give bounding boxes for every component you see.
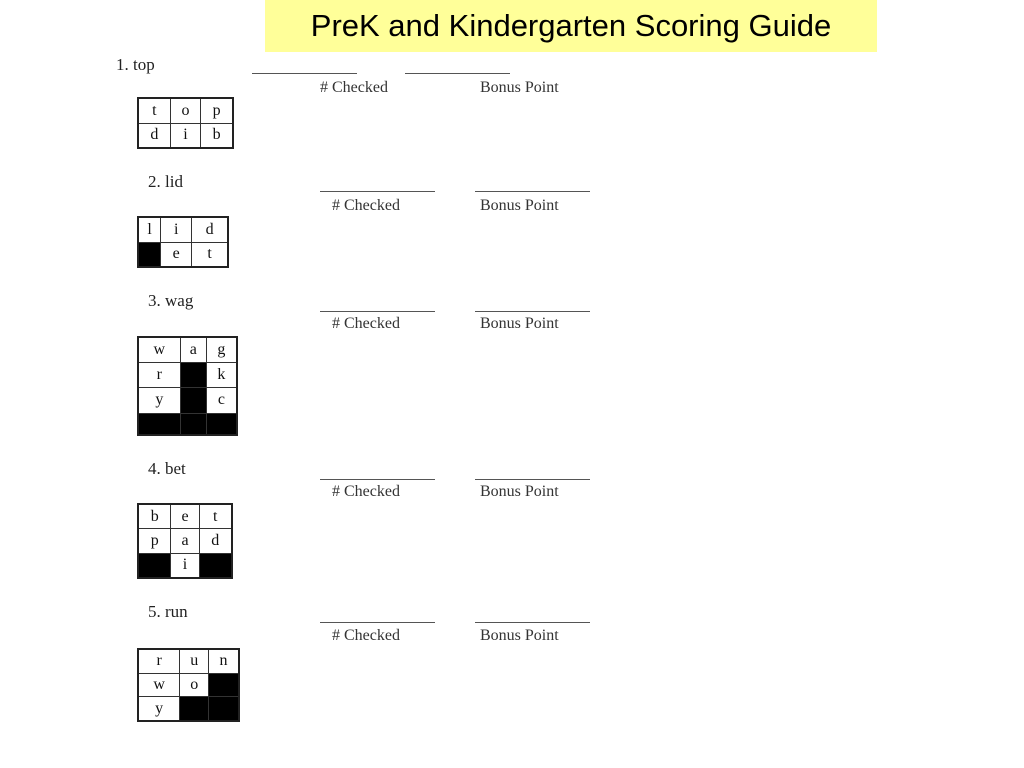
bonus-caption: Bonus Point (480, 627, 559, 644)
grid-cell: d (192, 217, 228, 242)
grid-cell: g (206, 337, 237, 363)
grid-cell: o (180, 673, 209, 697)
blacked-out-cell (180, 388, 206, 413)
bonus-line (405, 73, 510, 74)
grid-cell: p (138, 529, 171, 553)
grid-cell: t (138, 98, 170, 123)
bonus-caption: Bonus Point (480, 79, 559, 96)
grid-cell: i (171, 553, 199, 578)
blacked-out-cell (206, 413, 237, 435)
grid-cell: c (206, 388, 237, 413)
checked-caption: # Checked (332, 627, 400, 644)
grid-cell: a (180, 337, 206, 363)
checked-line (320, 622, 435, 623)
grid-cell: w (138, 673, 180, 697)
blacked-out-cell (180, 363, 206, 388)
checked-caption: # Checked (332, 483, 400, 500)
grid-cell: n (209, 649, 239, 673)
blacked-out-cell (180, 413, 206, 435)
checked-caption: # Checked (332, 315, 400, 332)
checked-line (252, 73, 357, 74)
grid-cell: b (201, 123, 233, 148)
checked-line (320, 311, 435, 312)
bonus-line (475, 479, 590, 480)
item-label: 3. wag (148, 291, 194, 310)
grid-cell: t (192, 242, 228, 267)
letter-grid (137, 336, 238, 436)
item-label: 1. top (116, 55, 155, 74)
grid-cell: p (201, 98, 233, 123)
grid-cell: i (170, 123, 201, 148)
grid-cell: r (138, 649, 180, 673)
grid-cell: l (138, 217, 161, 242)
grid-cell: a (171, 529, 199, 553)
page-title: PreK and Kindergarten Scoring Guide (265, 0, 877, 52)
grid-cell: i (161, 217, 192, 242)
grid-cell: d (138, 123, 170, 148)
checked-line (320, 191, 435, 192)
grid-cell: y (138, 697, 180, 721)
blacked-out-cell (199, 553, 232, 578)
checked-caption: # Checked (332, 197, 400, 214)
grid-cell: e (161, 242, 192, 267)
blacked-out-cell (138, 242, 161, 267)
checked-caption: # Checked (320, 79, 388, 96)
bonus-caption: Bonus Point (480, 315, 559, 332)
bonus-line (475, 622, 590, 623)
bonus-line (475, 311, 590, 312)
grid-cell: o (170, 98, 201, 123)
blacked-out-cell (209, 673, 239, 697)
blacked-out-cell (209, 697, 239, 721)
blacked-out-cell (138, 413, 180, 435)
bonus-caption: Bonus Point (480, 483, 559, 500)
letter-grid (137, 97, 234, 149)
grid-cell: k (206, 363, 237, 388)
grid-cell: b (138, 504, 171, 529)
blacked-out-cell (180, 697, 209, 721)
item-label: 2. lid (148, 172, 183, 191)
grid-cell: w (138, 337, 180, 363)
grid-cell: e (171, 504, 199, 529)
letter-grid (137, 503, 233, 579)
grid-cell: t (199, 504, 232, 529)
letter-grid (137, 648, 240, 722)
bonus-line (475, 191, 590, 192)
blacked-out-cell (138, 553, 171, 578)
grid-cell: r (138, 363, 180, 388)
checked-line (320, 479, 435, 480)
item-label: 5. run (148, 602, 188, 621)
grid-cell: d (199, 529, 232, 553)
grid-cell: u (180, 649, 209, 673)
letter-grid (137, 216, 229, 268)
grid-cell: y (138, 388, 180, 413)
item-label: 4. bet (148, 459, 186, 478)
bonus-caption: Bonus Point (480, 197, 559, 214)
